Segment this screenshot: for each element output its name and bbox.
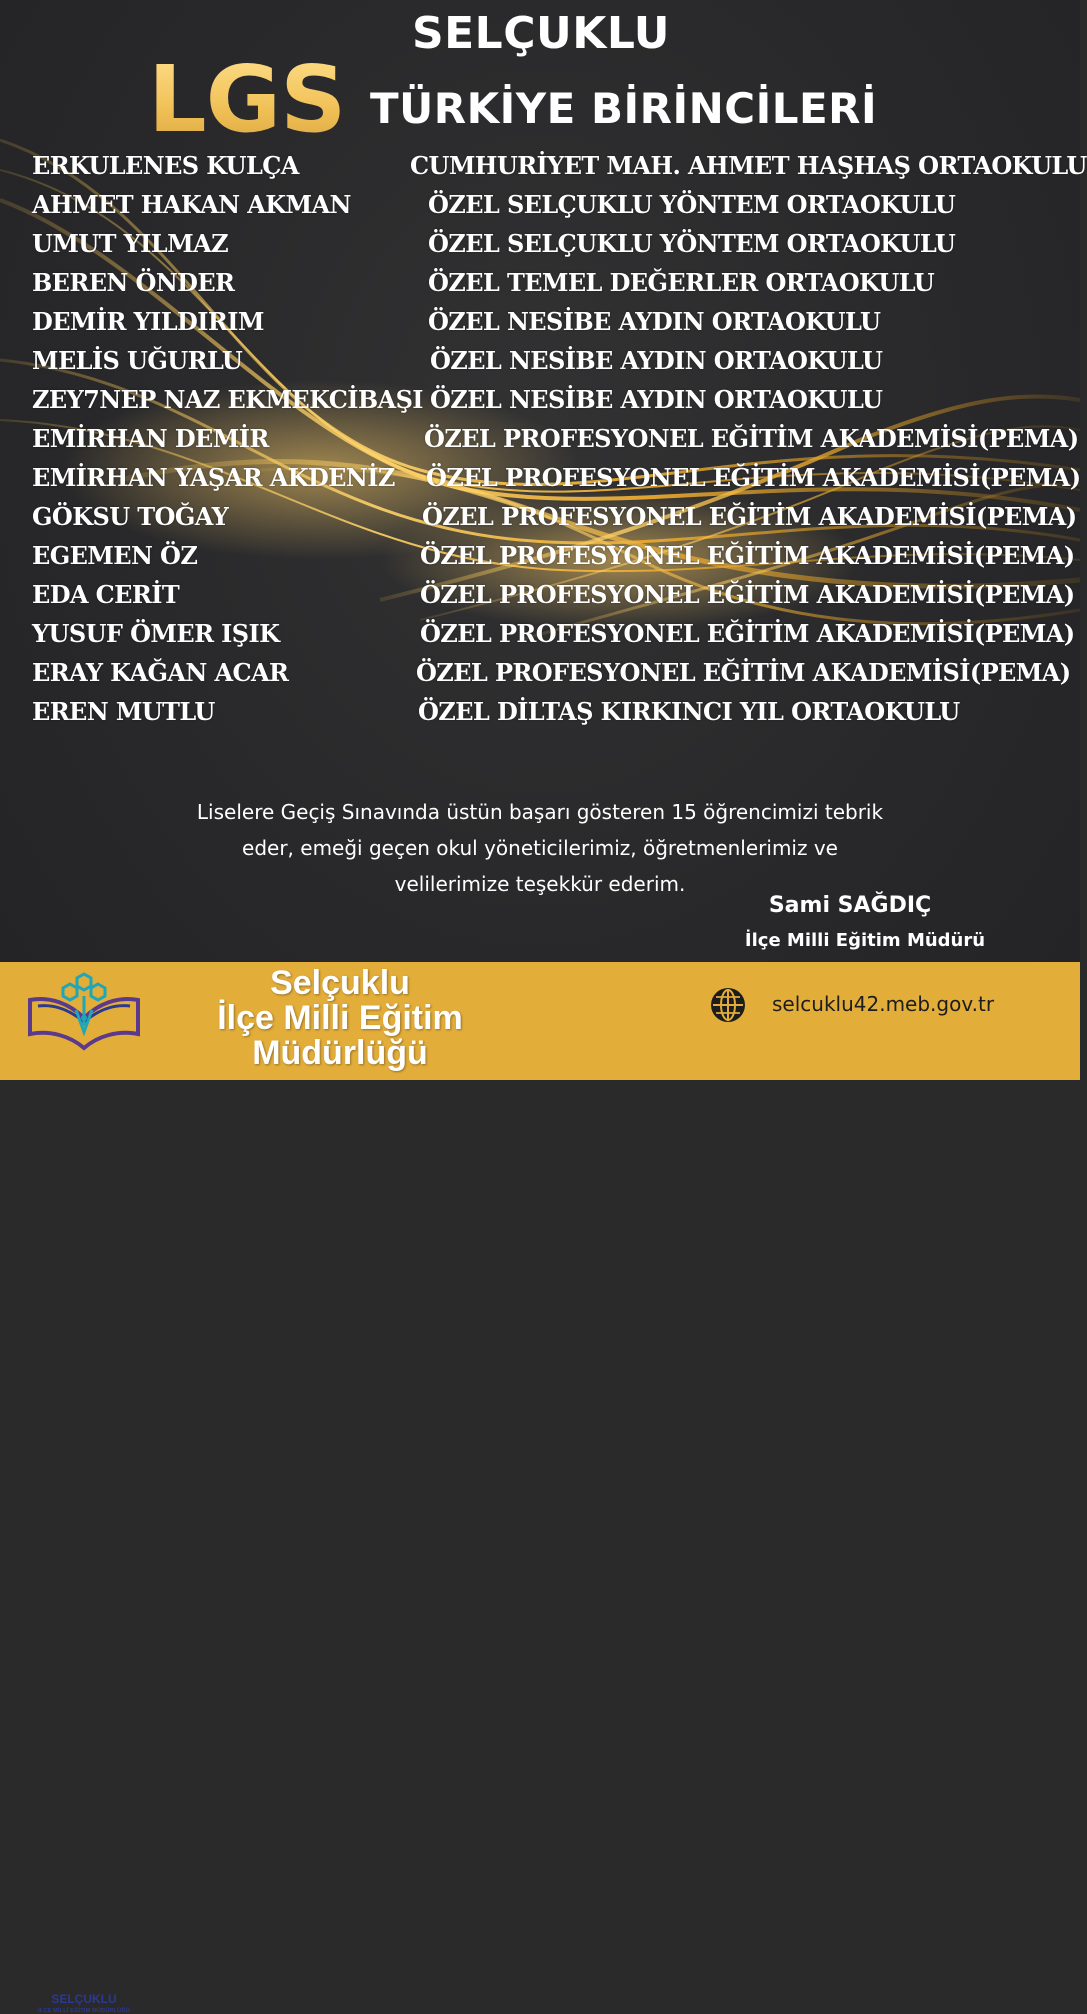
list-item xyxy=(0,187,1080,226)
student-school: ÖZEL PROFESYONEL EĞİTİM AKADEMİSİ(PEMA) xyxy=(420,619,1075,648)
list-item xyxy=(0,265,1080,304)
student-school: ÖZEL PROFESYONEL EĞİTİM AKADEMİSİ(PEMA) xyxy=(416,658,1071,687)
student-school: ÖZEL SELÇUKLU YÖNTEM ORTAOKULU xyxy=(428,190,956,219)
list-item xyxy=(0,421,1080,460)
student-name: MELİS UĞURLU xyxy=(32,346,243,375)
list-item xyxy=(0,694,1080,733)
student-name: EMİRHAN YAŞAR AKDENİZ xyxy=(32,463,395,492)
title-lgs: LGS xyxy=(148,46,346,153)
student-school: ÖZEL SELÇUKLU YÖNTEM ORTAOKULU xyxy=(428,229,956,258)
list-item xyxy=(0,460,1080,499)
signature-title: İlçe Milli Eğitim Müdürü xyxy=(744,930,986,951)
student-name: EDA CERİT xyxy=(32,580,180,609)
list-item xyxy=(0,655,1080,694)
logo-subtext: İLÇE MİLLİ EĞİTİM MÜDÜRLÜĞÜ xyxy=(38,2008,130,2014)
student-name: ZEY7NEP NAZ EKMEKCİBAŞI xyxy=(32,385,423,414)
list-item xyxy=(0,226,1080,265)
student-school: ÖZEL PROFESYONEL EĞİTİM AKADEMİSİ(PEMA) xyxy=(424,424,1079,453)
list-item xyxy=(0,382,1080,421)
title-city: SELÇUKLU xyxy=(411,8,671,59)
org-line: Müdürlüğü xyxy=(252,1034,428,1072)
student-school: ÖZEL PROFESYONEL EĞİTİM AKADEMİSİ(PEMA) xyxy=(420,580,1075,609)
list-item xyxy=(0,148,1087,187)
list-item xyxy=(0,499,1080,538)
student-school: ÖZEL NESİBE AYDIN ORTAOKULU xyxy=(428,307,881,336)
student-name: YUSUF ÖMER IŞIK xyxy=(32,619,280,648)
signature-name: Sami SAĞDIÇ xyxy=(768,893,932,918)
student-school: ÖZEL DİLTAŞ KIRKINCI YIL ORTAOKULU xyxy=(418,697,960,726)
list-item xyxy=(0,577,1080,616)
org-line: Selçuklu xyxy=(270,964,410,1002)
message-line: velilerimize teşekkür ederim. xyxy=(394,872,686,896)
list-item xyxy=(0,304,1080,343)
message-line: eder, emeği geçen okul yöneticilerimiz, öğretmenlerimiz ve xyxy=(242,836,838,860)
org-line: İlçe Milli Eğitim xyxy=(217,999,463,1037)
list-item xyxy=(0,616,1080,655)
message-line: Liselere Geçiş Sınavında üstün başarı gösteren 15 öğrencimizi tebrik xyxy=(196,800,884,824)
student-name: ERAY KAĞAN ACAR xyxy=(32,658,289,687)
student-name: BEREN ÖNDER xyxy=(32,268,235,297)
student-name: ERKULENES KULÇA xyxy=(32,151,299,180)
student-name: EREN MUTLU xyxy=(32,697,215,726)
congratulation-message xyxy=(100,794,980,902)
list-item xyxy=(0,343,1080,382)
student-name: EMİRHAN DEMİR xyxy=(32,424,269,453)
selcuklu-logo xyxy=(24,970,144,1078)
student-school: ÖZEL PROFESYONEL EĞİTİM AKADEMİSİ(PEMA) xyxy=(426,463,1081,492)
globe-icon xyxy=(710,987,746,1023)
title-subtitle: TÜRKİYE BİRİNCİLERİ xyxy=(370,84,878,133)
student-name: UMUT YILMAZ xyxy=(32,229,228,258)
student-school: ÖZEL PROFESYONEL EĞİTİM AKADEMİSİ(PEMA) xyxy=(420,541,1075,570)
student-name: GÖKSU TOĞAY xyxy=(32,502,229,531)
website-link[interactable]: selcuklu42.meb.gov.tr xyxy=(772,992,995,1016)
student-school: ÖZEL PROFESYONEL EĞİTİM AKADEMİSİ(PEMA) xyxy=(422,502,1077,531)
footer-organization xyxy=(180,966,500,1071)
student-name: EGEMEN ÖZ xyxy=(32,541,198,570)
student-school: CUMHURİYET MAH. AHMET HAŞHAŞ ORTAOKULU xyxy=(410,151,1087,180)
logo-wordmark: SELÇUKLU xyxy=(51,1992,117,2006)
footer-bar xyxy=(0,962,1080,2014)
student-school: ÖZEL NESİBE AYDIN ORTAOKULU xyxy=(430,346,883,375)
student-name: DEMİR YILDIRIM xyxy=(32,307,264,336)
student-name: AHMET HAKAN AKMAN xyxy=(32,190,351,219)
list-item xyxy=(0,538,1080,577)
student-school: ÖZEL NESİBE AYDIN ORTAOKULU xyxy=(430,385,883,414)
student-school: ÖZEL TEMEL DEĞERLER ORTAOKULU xyxy=(428,268,935,297)
